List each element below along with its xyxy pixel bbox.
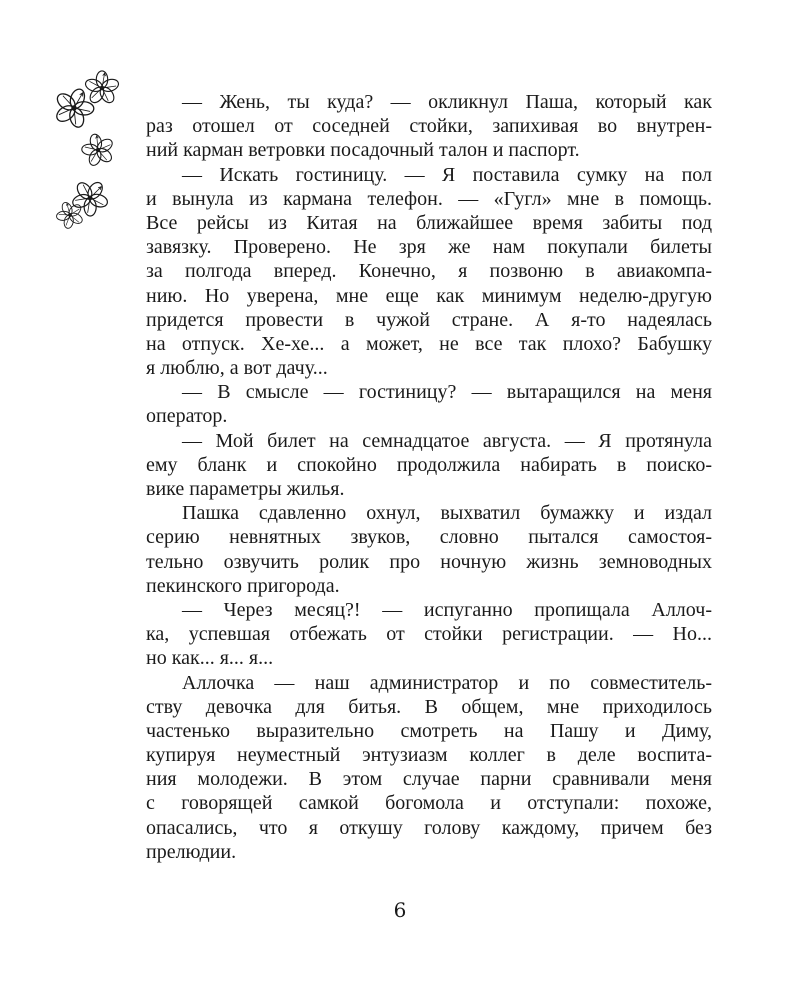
- text-line: но как... я... я...: [146, 647, 274, 670]
- text-line: Аллочка — наш администратор и по совместитель-: [182, 671, 712, 694]
- text-line: завязку. Проверено. Не зря же нам покупали билеты: [146, 236, 712, 259]
- text-line: за полгода вперед. Конечно, я позвоню в авиакомпа-: [146, 260, 712, 283]
- text-line: ству девочка для битья. В общем, мне приходилось: [146, 695, 712, 718]
- flower-decoration: [52, 70, 132, 230]
- text-line: частенько выразительно смотреть на Пашу и Диму,: [146, 719, 712, 742]
- text-line: и вынула из кармана телефон. — «Гугл» мне в помощь.: [146, 187, 712, 210]
- text-line: я люблю, а вот дачу...: [146, 357, 328, 380]
- flower-icon: [77, 130, 118, 170]
- flower-icon: [84, 71, 120, 105]
- text-line: — В смысле — гостиницу? — вытаращился на меня: [182, 381, 712, 404]
- text-line: на отпуск. Хе-хе... а может, не все так плохо? Бабушку: [146, 332, 712, 355]
- text-line: нию. Но уверена, мне еще как минимум неделю-другую: [146, 284, 712, 307]
- text-line: — Через месяц?! — испуганно пропищала Аллоч-: [182, 598, 712, 621]
- text-line: — Мой билет на семнадцатое августа. — Я протянула: [182, 429, 712, 452]
- page-number: 6: [393, 898, 407, 922]
- text-line: опасались, что я откушу голову каждому, причем без: [146, 816, 712, 839]
- text-line: ний карман ветровки посадочный талон и паспорт.: [146, 139, 580, 162]
- text-line: — Искать гостиницу. — Я поставила сумку на пол: [182, 163, 712, 186]
- text-line: ему бланк и спокойно продолжила набирать в поиско-: [146, 453, 712, 476]
- text-line: придется провести в чужой стране. А я-то надеялась: [146, 308, 712, 331]
- text-line: раз отошел от соседней стойки, запихивая во внутрен-: [146, 115, 712, 138]
- text-line: с говорящей самкой богомола и отступали: похоже,: [146, 792, 712, 815]
- text-line: купируя неуместный энтузиазм коллег в деле воспита-: [146, 744, 712, 767]
- text-line: прелюдии.: [146, 840, 237, 863]
- text-line: пекинского пригорода.: [146, 574, 340, 597]
- text-line: Пашка сдавленно охнул, выхватил бумажку и издал: [182, 502, 712, 525]
- text-line: оператор.: [146, 405, 228, 428]
- text-line: тельно озвучить ролик про ночную жизнь земноводных: [146, 550, 712, 573]
- text-line: вике параметры жилья.: [146, 478, 345, 500]
- body-text: [146, 90, 712, 864]
- text-line: ка, успевшая отбежать от стойки регистрации. — Но...: [146, 623, 712, 646]
- text-line: — Жень, ты куда? — окликнул Паша, который как: [182, 91, 712, 113]
- text-line: ния молодежи. В этом случае парни сравнивали меня: [146, 768, 712, 791]
- text-line: Все рейсы из Китая на ближайшее время забиты под: [146, 211, 712, 234]
- flower-icon: [52, 197, 89, 230]
- text-line: серию невнятных звуков, словно пытался самостоя-: [146, 526, 712, 549]
